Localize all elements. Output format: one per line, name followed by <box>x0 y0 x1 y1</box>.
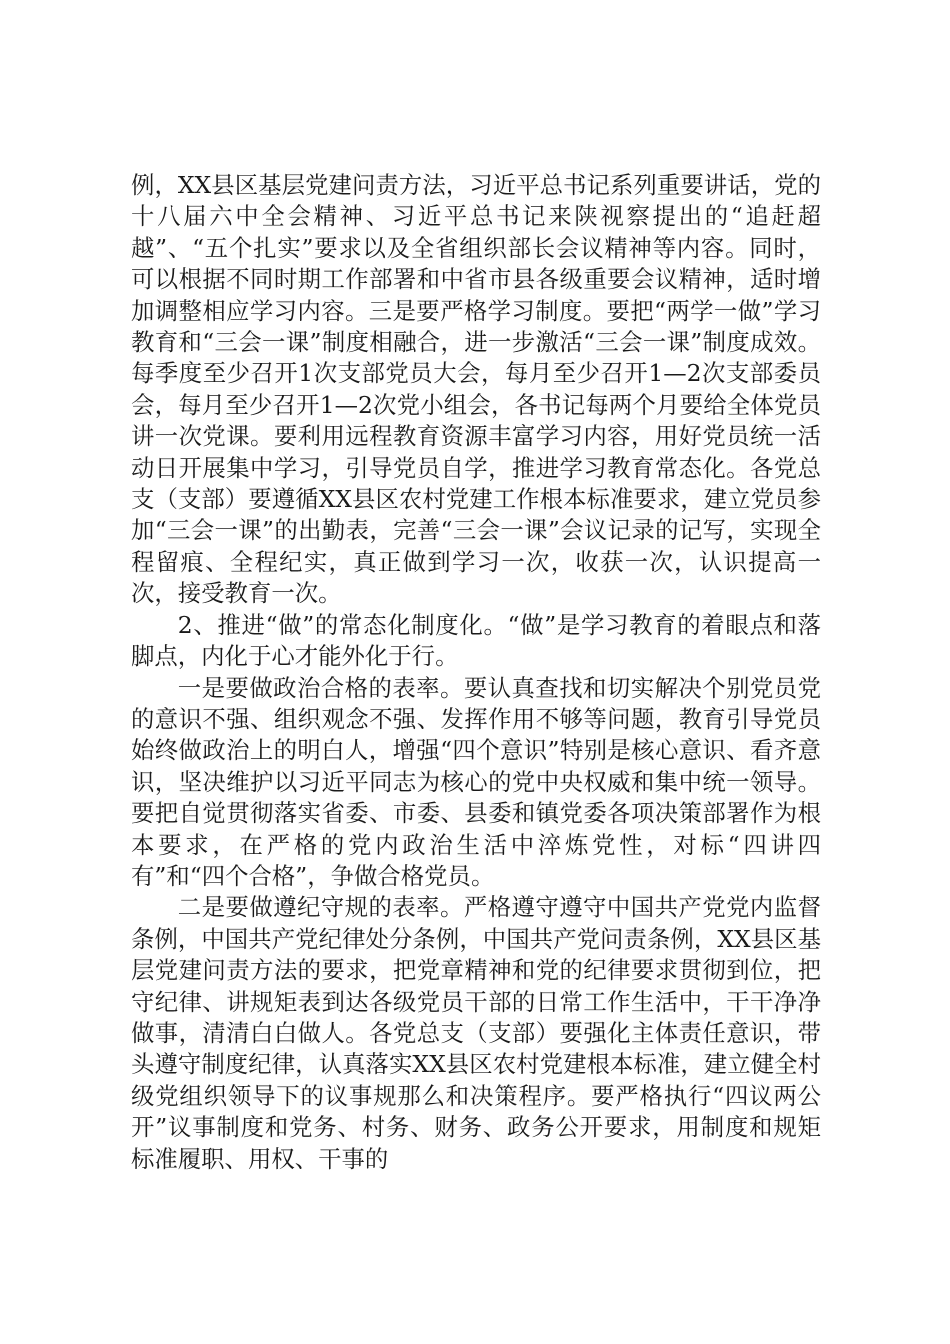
paragraph-section-2: 2、推进“做”的常态化制度化。“做”是学习教育的着眼点和落脚点，内化于心才能外化于行。 <box>131 610 821 671</box>
document-body <box>131 170 821 1175</box>
paragraph-continuation: 例，XX县区基层党建问责方法，习近平总书记系列重要讲话，党的十八届六中全会精神、习近平总书记来陕视察提出的“追赶超越”、“五个扎实”要求以及全省组织部长会议精神等内容。同时，可以根据不同时期工作部署和中省市县各级重要会议精神，适时增加调整相应学习内容。三是要严格学习制度。要把“两学一做”学习教育和“三会一课”制度相融合，进一步激活“三会一课”制度成效。每季度至少召开1次支部党员大会，每月至少召开1—2次支部委员会，每月至少召开1—2次党小组会，各书记每两个月要给全体党员讲一次党课。要利用远程教育资源丰富学习内容，用好党员统一活动日开展集中学习，引导党员自学，推进学习教育常态化。各党总支（支部）要遵循XX县区农村党建工作根本标准要求，建立党员参加“三会一课”的出勤表，完善“三会一课”会议记录的记写，实现全程留痕、全程纪实，真正做到学习一次，收获一次，认识提高一次，接受教育一次。 <box>131 171 821 608</box>
paragraph-political-standard: 一是要做政治合格的表率。要认真查找和切实解决个别党员党的意识不强、组织观念不强、发挥作用不够等问题，教育引导党员始终做政治上的明白人，增强“四个意识”特别是核心意识、看齐意识，坚决维护以习近平同志为核心的党中央权威和集中统一领导。要把自觉贯彻落实省委、市委、县委和镇党委各项决策部署作为根本要求，在严格的党内政治生活中淬炼党性，对标“四讲四有”和“四个合格”，争做合格党员。 <box>131 673 821 890</box>
paragraph-discipline-standard: 二是要做遵纪守规的表率。严格遵守遵守中国共产党党内监督条例，中国共产党纪律处分条例，中国共产党问责条例，XX县区基层党建问责方法的要求，把党章精神和党的纪律要求贯彻到位，把守纪律、讲规矩表到达各级党员干部的日常工作生活中，干干净净做事，清清白白做人。各党总支（支部）要强化主体责任意识，带头遵守制度纪律，认真落实XX县区农村党建根本标准，建立健全村级党组织领导下的议事规那么和决策程序。要严格执行“四议两公开”议事制度和党务、村务、财务、政务公开要求，用制度和规矩标准履职、用权、干事的 <box>131 893 821 1173</box>
